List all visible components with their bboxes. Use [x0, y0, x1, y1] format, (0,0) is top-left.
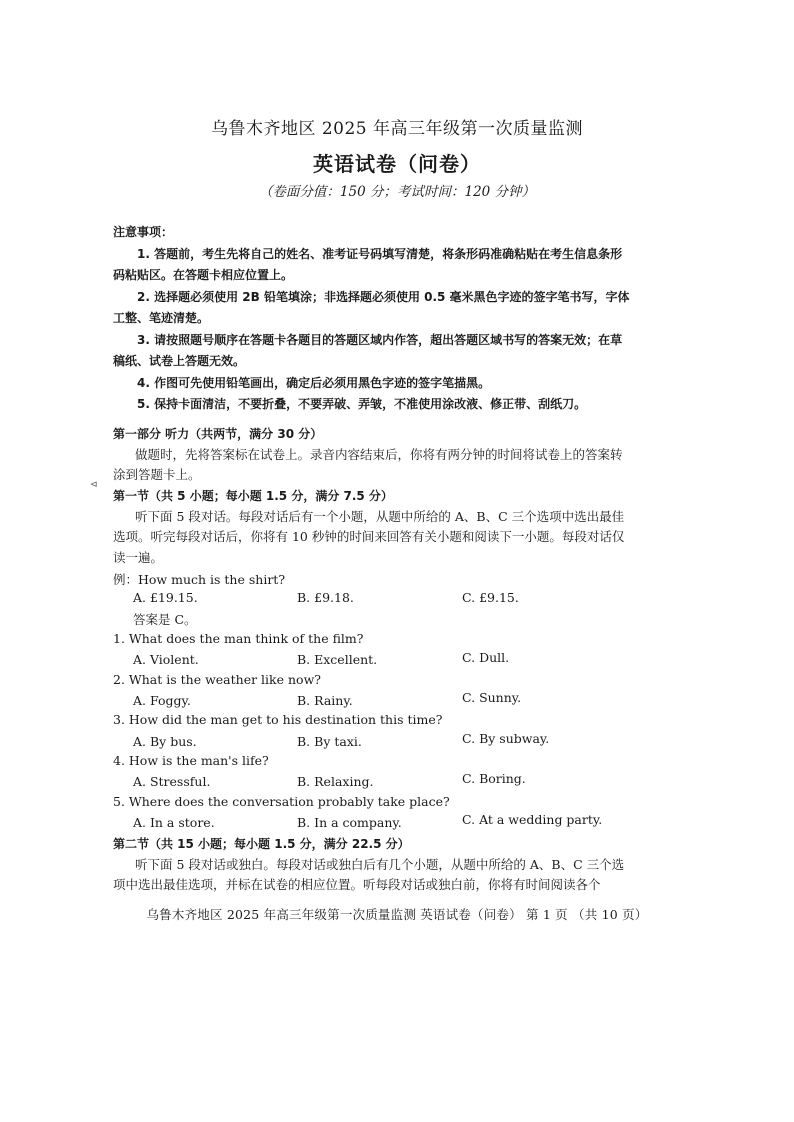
q4-option-b: B. Relaxing.	[297, 774, 374, 789]
section1-instructions: 听下面 5 段对话。每段对话后有一个小题，从题中所给的 A、B、C 三个选项中选出最佳选项。听完每段对话后，你将有 10 秒钟的时间来回答有关小题和阅读下一小题。每段对话仅读一遍。	[113, 508, 625, 565]
section2-block	[113, 834, 633, 896]
q5-option-b: B. In a company.	[297, 815, 402, 830]
q1-option-b: B. Excellent.	[297, 652, 378, 667]
section1-heading: 第一节（共 5 小题；每小题 1.5 分，满分 7.5 分）	[113, 489, 393, 503]
q2-option-c: C. Sunny.	[462, 690, 522, 705]
q4-option-c: C. Boring.	[462, 771, 526, 786]
q5-option-c: C. At a wedding party.	[462, 812, 603, 827]
notes-item: 3. 请按照题号顺序在答题卡各题目的答题区域内作答，超出答题区域书写的答案无效；在草稿纸、试卷上答题无效。	[113, 332, 623, 368]
section2-heading: 第二节（共 15 小题；每小题 1.5 分，满分 22.5 分）	[113, 837, 410, 851]
notes-section	[113, 222, 633, 416]
question-2: 2. What is the weather like now?	[113, 672, 321, 687]
notes-heading: 注意事项：	[113, 225, 174, 239]
example-option-b: B. £9.18.	[297, 590, 354, 605]
q5-option-a: A. In a store.	[133, 815, 215, 830]
q4-option-a: A. Stressful.	[133, 774, 211, 789]
exam-subtitle: 英语试卷（问卷）	[313, 152, 481, 176]
q2-option-b: B. Rainy.	[297, 693, 353, 708]
example-answer: 答案是 C。	[133, 612, 197, 627]
example-option-a: A. £19.15.	[133, 590, 198, 605]
q2-option-a: A. Foggy.	[133, 693, 191, 708]
page-footer: 乌鲁木齐地区 2025 年高三年级第一次质量监测 英语试卷（问卷） 第 1 页 （共 10 页）	[146, 907, 648, 922]
q3-option-a: A. By bus.	[133, 734, 197, 749]
question-3: 3. How did the man get to his destination this time?	[113, 712, 443, 727]
question-1: 1. What does the man think of the film?	[113, 631, 364, 646]
scan-mark: ⊲	[90, 480, 98, 490]
exam-meta: （卷面分值：150 分；考试时间：120 分钟）	[258, 184, 536, 200]
section1-block	[113, 486, 633, 568]
q3-option-b: B. By taxi.	[297, 734, 362, 749]
question-5: 5. Where does the conversation probably take place?	[113, 794, 450, 809]
exam-title: 乌鲁木齐地区 2025 年高三年级第一次质量监测	[210, 119, 584, 139]
notes-item: 4. 作图可先使用铅笔画出，确定后必须用黑色字迹的签字笔描黑。	[137, 375, 491, 390]
q1-option-c: C. Dull.	[462, 650, 510, 665]
part1-heading: 第一部分 听力（共两节，满分 30 分）	[113, 427, 323, 441]
part1-instructions: 做题时，先将答案标在试卷上。录音内容结束后，你将有两分钟的时间将试卷上的答案转涂到答题卡上。	[113, 446, 623, 482]
notes-item: 5. 保持卡面清洁，不要折叠，不要弄破、弄皱，不准使用涂改液、修正带、刮纸刀。	[137, 397, 587, 411]
notes-item: 2. 选择题必须使用 2B 铅笔填涂；非选择题必须使用 0.5 毫米黑色字迹的签字笔书写，字体工整、笔迹清楚。	[113, 289, 630, 325]
section2-instructions: 听下面 5 段对话或独白。每段对话或独白后有几个小题，从题中所给的 A、B、C 三个选项中选出最佳选项，并标在试卷的相应位置。听每段对话或独白前，你将有时间阅读各个	[113, 856, 625, 892]
part1-block	[113, 424, 633, 486]
notes-item: 1. 答题前，考生先将自己的姓名、准考证号码填写清楚，将条形码准确粘贴在考生信息条形码粘贴区。在答题卡相应位置上。	[113, 246, 623, 282]
example-question: 例：How much is the shirt?	[113, 572, 286, 587]
q1-option-a: A. Violent.	[133, 652, 199, 667]
question-4: 4. How is the man's life?	[113, 753, 269, 768]
example-option-c: C. £9.15.	[462, 590, 519, 605]
q3-option-c: C. By subway.	[462, 731, 550, 746]
